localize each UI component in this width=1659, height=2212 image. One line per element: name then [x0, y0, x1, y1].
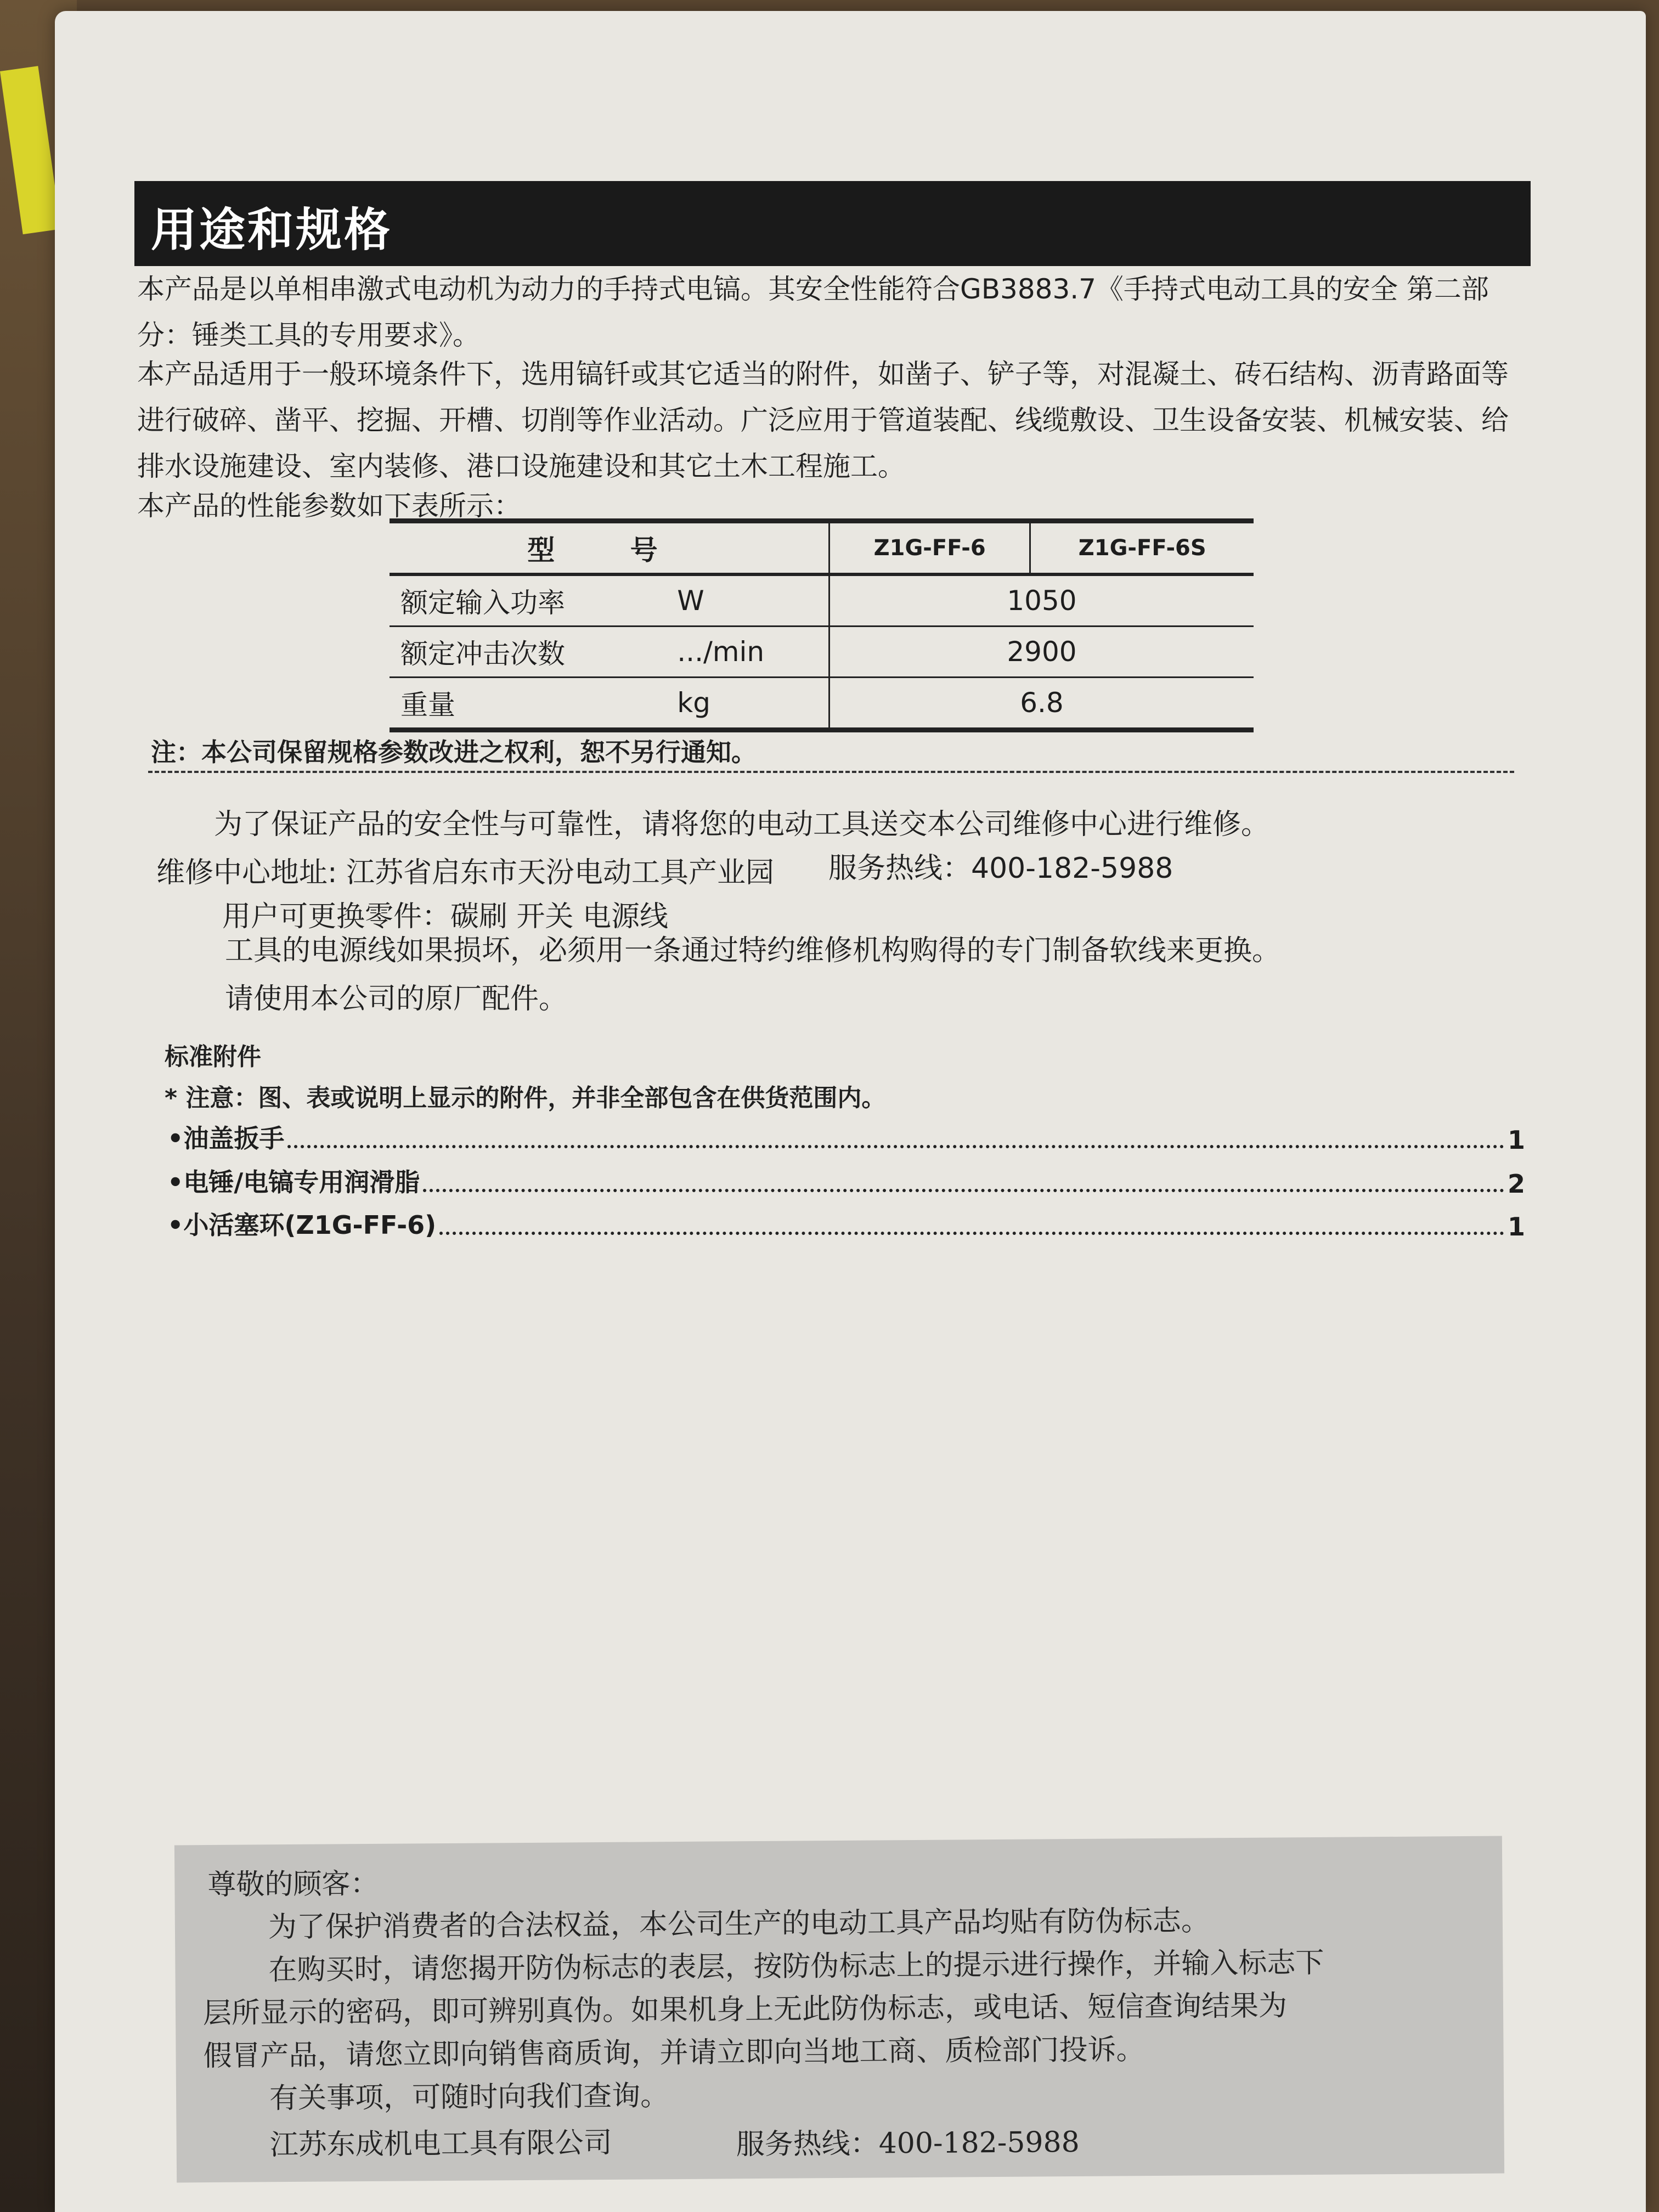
intro-paragraph-1: 本产品是以单相串激式电动机为动力的手持式电镐。其安全性能符合GB3883.7《手持式电动工具的安全 第二部分：锤类工具的专用要求》。	[137, 273, 1489, 351]
list-item	[167, 1122, 1525, 1155]
notice-line: 假冒产品，请您立即向销售商质询，并请立即向当地工商、质检部门投诉。	[203, 2033, 1145, 2073]
list-item	[167, 1166, 1525, 1199]
param-name: 重量	[390, 678, 666, 730]
accessory-qty: 1	[1507, 1125, 1525, 1155]
model-code-1: Z1G-FF-6	[829, 521, 1030, 575]
param-unit: .../min	[666, 627, 829, 678]
param-unit: W	[666, 574, 829, 627]
notice-hotline: 服务热线：400-182-5988	[736, 2125, 1080, 2162]
section-title: 用途和规格	[151, 203, 393, 257]
param-name: 额定冲击次数	[390, 627, 666, 678]
param-unit: kg	[666, 678, 829, 730]
table-row	[390, 627, 1254, 678]
spec-note: 注：本公司保留规格参数改进之权利，恕不另行通知。	[151, 737, 757, 767]
list-item	[167, 1209, 1525, 1242]
accessory-name: •电锤/电镐专用润滑脂	[167, 1167, 420, 1197]
power-cord-note: 工具的电源线如果损坏，必须用一条通过特约维修机构购得的专门制备软线来更换。	[225, 934, 1281, 967]
param-name: 额定输入功率	[390, 574, 666, 627]
table-row	[390, 678, 1254, 730]
table-row	[390, 574, 1254, 627]
accessory-qty: 1	[1507, 1212, 1525, 1242]
model-label: 型 号	[390, 521, 829, 575]
original-parts-note: 请使用本公司的原厂配件。	[225, 983, 568, 1015]
service-hotline: 服务热线：400-182-5988	[828, 852, 1173, 885]
dot-leader	[287, 1145, 1504, 1148]
dot-leader	[439, 1232, 1504, 1235]
replaceable-parts: 用户可更换零件：碳刷 开关 电源线	[222, 900, 669, 933]
dot-leader	[423, 1189, 1504, 1192]
spec-table	[390, 518, 1254, 732]
accessory-name: •油盖扳手	[167, 1124, 285, 1153]
notice-line: 层所显示的密码，即可辨别真伪。如果机身上无此防伪标志，或电话、短信查询结果为	[202, 1989, 1288, 2030]
notice-line: 在购买时，请您揭开防伪标志的表层，按防伪标志上的提示进行操作，并输入标志下	[268, 1946, 1324, 1987]
intro-paragraph-3: 本产品的性能参数如下表所示：	[137, 490, 521, 522]
dashed-divider	[148, 771, 1514, 773]
param-value: 2900	[829, 627, 1254, 678]
service-line: 为了保证产品的安全性与可靠性，请将您的电动工具送交本公司维修中心进行维修。	[214, 808, 1270, 841]
service-address: 维修中心地址: 江苏省启东市天汾电动工具产业园	[156, 856, 775, 889]
notice-greeting: 尊敬的顾客：	[207, 1867, 379, 1902]
accessories-title: 标准附件	[165, 1043, 261, 1071]
param-value: 1050	[829, 574, 1254, 627]
customer-notice-box	[174, 1836, 1504, 2183]
section-header	[134, 181, 1531, 266]
notice-line: 有关事项，可随时向我们查询。	[269, 2079, 669, 2115]
model-code-2: Z1G-FF-6S	[1030, 521, 1254, 575]
intro-paragraph-2: 本产品适用于一般环境条件下，选用镐钎或其它适当的附件，如凿子、铲子等，对混凝土、砖石结构、沥青路面等进行破碎、凿平、挖掘、开槽、切削等作业活动。广泛应用于管道装配、线缆敷设、卫生设备安装、机械安装、给排水设施建设、室内装修、港口设施建设和其它土木工程施工。	[137, 358, 1509, 482]
accessory-qty: 2	[1507, 1169, 1525, 1199]
accessory-name: •小活塞环(Z1G-FF-6)	[167, 1210, 437, 1240]
notice-company: 江苏东成机电工具有限公司	[269, 2126, 612, 2162]
accessories-notice: * 注意：图、表或说明上显示的附件，并非全部包含在供货范围内。	[165, 1084, 886, 1112]
spec-table-header	[390, 521, 1254, 575]
notice-line: 为了保护消费者的合法权益，本公司生产的电动工具产品均贴有防伪标志。	[268, 1904, 1210, 1944]
param-value: 6.8	[829, 678, 1254, 730]
